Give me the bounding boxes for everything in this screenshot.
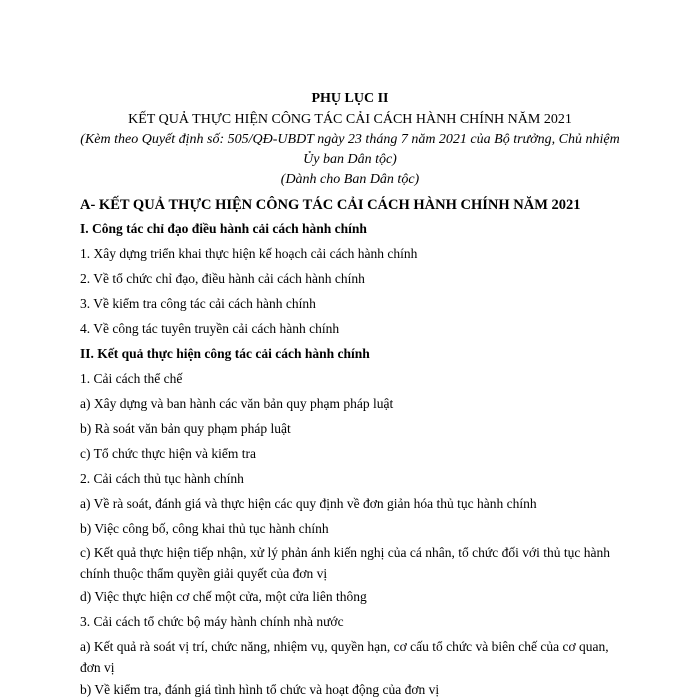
section-a-heading: A- KẾT QUẢ THỰC HIỆN CÔNG TÁC CẢI CÁCH HÀNH CHÍNH NĂM 2021 [80,197,581,213]
part2-s2b: b) Việc công bố, công khai thủ tục hành chính [80,521,329,536]
document-title: KẾT QUẢ THỰC HIỆN CÔNG TÁC CẢI CÁCH HÀNH CHÍNH NĂM 2021 [128,112,572,127]
audience-note: (Dành cho Ban Dân tộc) [280,172,420,187]
part1-item-4: 4. Về công tác tuyên truyền cải cách hành chính [80,321,340,336]
part1-item-1: 1. Xây dựng triển khai thực hiện kế hoạch cải cách hành chính [80,246,418,261]
appendix-label: PHỤ LỤC II [311,91,389,106]
part2-heading: II. Kết quả thực hiện công tác cải cách hành chính [80,346,370,361]
part1-item-3: 3. Về kiểm tra công tác cải cách hành chính [80,296,316,311]
part2-s2a: a) Về rà soát, đánh giá và thực hiện các quy định về đơn giản hóa thủ tục hành chính [80,496,537,511]
part2-s2: 2. Cải cách thủ tục hành chính [80,471,244,486]
part2-s2d: d) Việc thực hiện cơ chế một cửa, một cửa liên thông [80,589,367,604]
part2-s3: 3. Cải cách tổ chức bộ máy hành chính nhà nước [80,614,344,629]
part2-s3b: b) Về kiểm tra, đánh giá tình hình tổ chức và hoạt động của đơn vị [80,682,440,697]
part1-heading: I. Công tác chỉ đạo điều hành cải cách hành chính [80,221,367,236]
part2-s2c: c) Kết quả thực hiện tiếp nhận, xử lý phản ánh kiến nghị của cá nhân, tổ chức đối với thủ tục hành chính thuộc thẩm quyền giải quyết của đơn vị [80,545,610,581]
part2-s1c: c) Tổ chức thực hiện và kiểm tra [80,446,256,461]
part1-item-2: 2. Về tổ chức chỉ đạo, điều hành cải cách hành chính [80,271,365,286]
part2-s1a: a) Xây dựng và ban hành các văn bản quy phạm pháp luật [80,396,394,411]
part2-s1: 1. Cải cách thể chế [80,371,183,386]
part2-s1b: b) Rà soát văn bản quy phạm pháp luật [80,421,291,436]
part2-s3a: a) Kết quả rà soát vị trí, chức năng, nhiệm vụ, quyền hạn, cơ cấu tổ chức và biên chế của cơ quan, đơn vị [80,639,609,675]
attachment-note-line2: Ủy ban Dân tộc) [303,152,397,167]
attachment-note-line1: (Kèm theo Quyết định số: 505/QĐ-UBDT ngày 23 tháng 7 năm 2021 của Bộ trưởng, Chủ nhiệm [80,132,620,147]
